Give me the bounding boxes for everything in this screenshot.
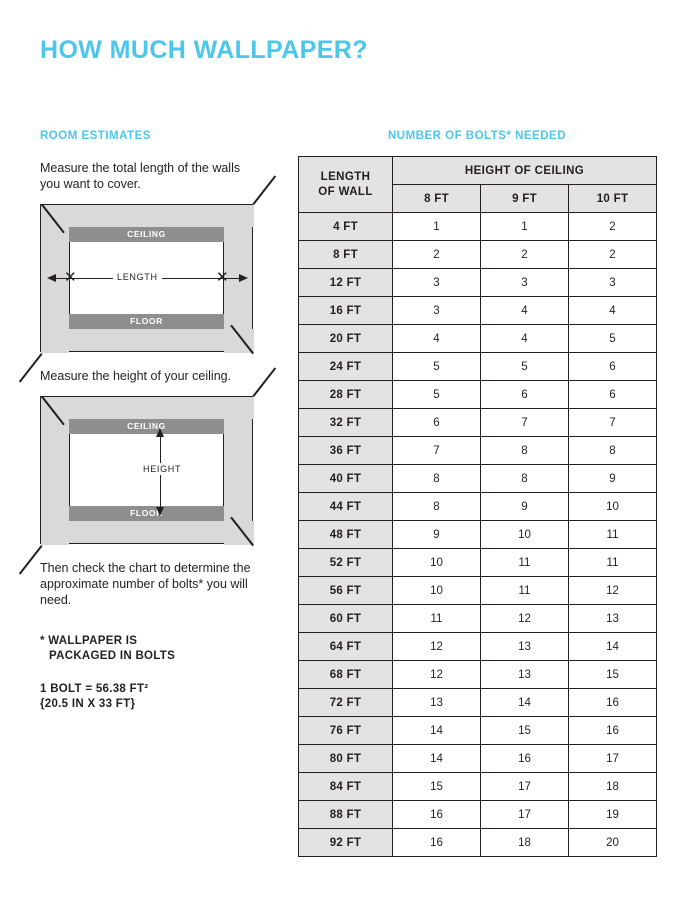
- instruction-measure-length: Measure the total length of the walls you want to cover.: [40, 161, 241, 191]
- cell-9ft: 5: [481, 353, 569, 381]
- row-label: 60 FT: [299, 605, 393, 633]
- bolts-table-section: [298, 130, 656, 857]
- footnote-packaging: [40, 634, 255, 664]
- cell-8ft: 8: [393, 493, 481, 521]
- cell-8ft: 4: [393, 325, 481, 353]
- ceiling-band-label-2: CEILING: [69, 419, 224, 434]
- table-header-row-1: [299, 157, 657, 185]
- cell-10ft: 15: [569, 661, 657, 689]
- cell-10ft: 17: [569, 745, 657, 773]
- cell-9ft: 15: [481, 717, 569, 745]
- table-row: [299, 521, 657, 549]
- cell-8ft: 16: [393, 801, 481, 829]
- cell-10ft: 8: [569, 437, 657, 465]
- page-title: HOW MUCH WALLPAPER?: [40, 36, 368, 64]
- cell-9ft: 3: [481, 269, 569, 297]
- cell-10ft: 10: [569, 493, 657, 521]
- table-row: [299, 661, 657, 689]
- row-label: 72 FT: [299, 689, 393, 717]
- wall-shade-left-2: [41, 397, 69, 545]
- header-length-of-wall: [299, 157, 393, 213]
- row-label: 32 FT: [299, 409, 393, 437]
- cell-10ft: 20: [569, 829, 657, 857]
- row-label: 40 FT: [299, 465, 393, 493]
- table-row: [299, 745, 657, 773]
- table-row: [299, 465, 657, 493]
- cell-10ft: 19: [569, 801, 657, 829]
- cell-8ft: 16: [393, 829, 481, 857]
- table-row: [299, 353, 657, 381]
- row-label: 28 FT: [299, 381, 393, 409]
- header-height-of-ceiling: HEIGHT OF CEILING: [393, 157, 657, 185]
- cell-9ft: 4: [481, 325, 569, 353]
- cell-9ft: 16: [481, 745, 569, 773]
- height-dimension-label: HEIGHT: [139, 463, 185, 475]
- cell-10ft: 4: [569, 297, 657, 325]
- cell-10ft: 11: [569, 549, 657, 577]
- wall-shade-bottom: [41, 329, 254, 351]
- cell-8ft: 5: [393, 353, 481, 381]
- table-row: [299, 717, 657, 745]
- table-row: [299, 437, 657, 465]
- cell-8ft: 3: [393, 297, 481, 325]
- cell-10ft: 16: [569, 717, 657, 745]
- row-label: 36 FT: [299, 437, 393, 465]
- length-dimension-label: LENGTH: [113, 271, 162, 283]
- cell-9ft: 8: [481, 465, 569, 493]
- cell-8ft: 14: [393, 717, 481, 745]
- row-label: 44 FT: [299, 493, 393, 521]
- cell-9ft: 13: [481, 633, 569, 661]
- row-label: 92 FT: [299, 829, 393, 857]
- table-row: [299, 381, 657, 409]
- header-col-9ft: 9 FT: [481, 185, 569, 213]
- table-row: [299, 773, 657, 801]
- cell-8ft: 8: [393, 465, 481, 493]
- cell-8ft: 5: [393, 381, 481, 409]
- cell-8ft: 14: [393, 745, 481, 773]
- bolt-area-line: 1 BOLT = 56.38 FT²: [40, 683, 149, 695]
- row-label: 24 FT: [299, 353, 393, 381]
- height-arrow-head-top: [156, 428, 164, 437]
- height-arrow-head-bottom: [156, 507, 164, 516]
- cell-8ft: 10: [393, 577, 481, 605]
- table-row: [299, 549, 657, 577]
- cell-10ft: 18: [569, 773, 657, 801]
- wall-shade-top-2: [41, 397, 254, 419]
- header-length-line1: LENGTH: [320, 170, 371, 183]
- cell-10ft: 7: [569, 409, 657, 437]
- cell-8ft: 12: [393, 661, 481, 689]
- floor-band-label-2: FLOOR: [69, 506, 224, 521]
- cell-9ft: 12: [481, 605, 569, 633]
- header-col-8ft: 8 FT: [393, 185, 481, 213]
- instruction-check-chart: Then check the chart to determine the approximate number of bolts* you will need.: [40, 561, 251, 607]
- cell-9ft: 13: [481, 661, 569, 689]
- table-row: [299, 493, 657, 521]
- cell-10ft: 2: [569, 213, 657, 241]
- cell-9ft: 14: [481, 689, 569, 717]
- ceiling-band-label: CEILING: [69, 227, 224, 242]
- row-label: 16 FT: [299, 297, 393, 325]
- cell-9ft: 8: [481, 437, 569, 465]
- bolt-dimensions-line: {20.5 IN X 33 FT}: [40, 698, 136, 710]
- row-label: 88 FT: [299, 801, 393, 829]
- row-label: 12 FT: [299, 269, 393, 297]
- cell-9ft: 17: [481, 773, 569, 801]
- cell-9ft: 1: [481, 213, 569, 241]
- cell-10ft: 6: [569, 353, 657, 381]
- cell-9ft: 9: [481, 493, 569, 521]
- corner-line-bl: [19, 353, 42, 382]
- room-estimates-section: [40, 130, 255, 712]
- cell-9ft: 7: [481, 409, 569, 437]
- section-heading-room-estimates: ROOM ESTIMATES: [40, 130, 151, 142]
- room-diagram-height: [40, 396, 253, 544]
- row-label: 20 FT: [299, 325, 393, 353]
- cell-10ft: 11: [569, 521, 657, 549]
- cell-8ft: 11: [393, 605, 481, 633]
- header-length-line2: OF WALL: [318, 185, 373, 198]
- cell-8ft: 10: [393, 549, 481, 577]
- row-label: 68 FT: [299, 661, 393, 689]
- cell-8ft: 2: [393, 241, 481, 269]
- cell-8ft: 12: [393, 633, 481, 661]
- cell-9ft: 6: [481, 381, 569, 409]
- room-diagram-length: [40, 204, 253, 352]
- row-label: 56 FT: [299, 577, 393, 605]
- table-row: [299, 801, 657, 829]
- corner-line-tr-2: [253, 368, 276, 397]
- cell-9ft: 11: [481, 577, 569, 605]
- row-label: 8 FT: [299, 241, 393, 269]
- table-row: [299, 409, 657, 437]
- cell-10ft: 3: [569, 269, 657, 297]
- row-label: 52 FT: [299, 549, 393, 577]
- row-label: 84 FT: [299, 773, 393, 801]
- cell-10ft: 13: [569, 605, 657, 633]
- instruction-measure-height: Measure the height of your ceiling.: [40, 369, 232, 383]
- table-row: [299, 241, 657, 269]
- table-row: [299, 213, 657, 241]
- cell-9ft: 11: [481, 549, 569, 577]
- wall-shade-right-2: [224, 397, 252, 545]
- floor-band-label: FLOOR: [69, 314, 224, 329]
- cell-9ft: 2: [481, 241, 569, 269]
- table-row: [299, 297, 657, 325]
- cell-9ft: 17: [481, 801, 569, 829]
- table-header: [299, 157, 657, 213]
- cell-8ft: 6: [393, 409, 481, 437]
- cell-8ft: 15: [393, 773, 481, 801]
- cell-10ft: 12: [569, 577, 657, 605]
- cell-8ft: 13: [393, 689, 481, 717]
- wall-shade-top: [41, 205, 254, 227]
- cell-8ft: 1: [393, 213, 481, 241]
- corner-mark-left: ✕: [64, 269, 77, 286]
- length-arrow-head-right: [239, 274, 248, 282]
- table-row: [299, 577, 657, 605]
- table-row: [299, 269, 657, 297]
- cell-10ft: 2: [569, 241, 657, 269]
- table-row: [299, 605, 657, 633]
- cell-10ft: 5: [569, 325, 657, 353]
- cell-10ft: 16: [569, 689, 657, 717]
- cell-9ft: 18: [481, 829, 569, 857]
- cell-9ft: 4: [481, 297, 569, 325]
- row-label: 80 FT: [299, 745, 393, 773]
- cell-10ft: 6: [569, 381, 657, 409]
- corner-line-bl-2: [19, 545, 42, 574]
- row-label: 76 FT: [299, 717, 393, 745]
- cell-10ft: 14: [569, 633, 657, 661]
- bolt-size-note: [40, 682, 255, 712]
- table-body: [299, 213, 657, 857]
- table-heading: NUMBER OF BOLTS* NEEDED: [387, 130, 567, 142]
- table-row: [299, 829, 657, 857]
- bolts-table: [298, 156, 657, 857]
- cell-8ft: 9: [393, 521, 481, 549]
- wall-shade-bottom-2: [41, 521, 254, 543]
- footnote-line-1: * WALLPAPER IS: [40, 635, 138, 647]
- footnote-line-2: PACKAGED IN BOLTS: [49, 650, 176, 662]
- row-label: 64 FT: [299, 633, 393, 661]
- cell-8ft: 7: [393, 437, 481, 465]
- cell-8ft: 3: [393, 269, 481, 297]
- cell-10ft: 9: [569, 465, 657, 493]
- length-arrow-head-left: [47, 274, 56, 282]
- cell-9ft: 10: [481, 521, 569, 549]
- table-row: [299, 633, 657, 661]
- corner-line-tr: [253, 176, 276, 205]
- corner-mark-right: ✕: [216, 269, 229, 286]
- row-label: 4 FT: [299, 213, 393, 241]
- table-row: [299, 689, 657, 717]
- table-row: [299, 325, 657, 353]
- row-label: 48 FT: [299, 521, 393, 549]
- header-col-10ft: 10 FT: [569, 185, 657, 213]
